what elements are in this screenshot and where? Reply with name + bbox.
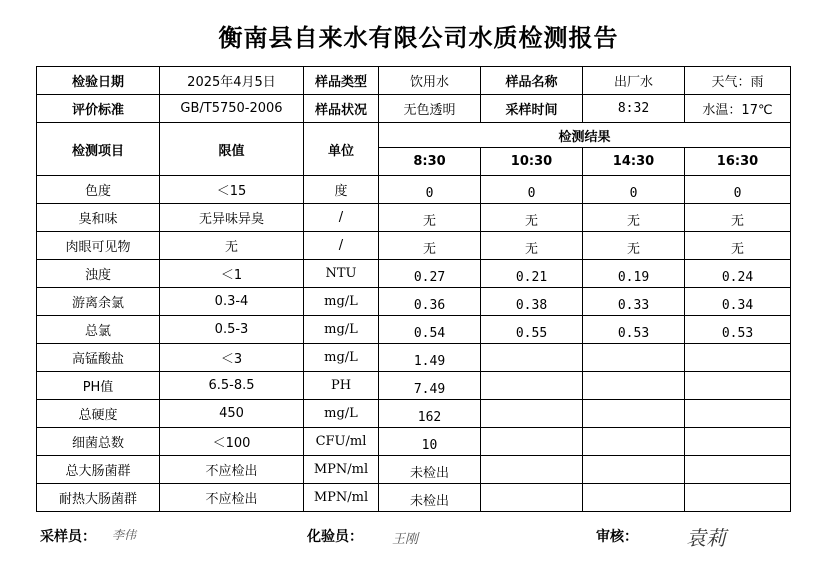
limit-cell bbox=[160, 232, 304, 260]
sampling-time-value: 8:32 bbox=[583, 95, 685, 123]
result-cell bbox=[481, 372, 583, 400]
result-cell bbox=[685, 316, 791, 344]
result-cell-text: 0.33 bbox=[617, 298, 650, 313]
item-cell bbox=[37, 456, 160, 484]
item-cell bbox=[37, 400, 160, 428]
sampling-time-label: 采样时间 bbox=[481, 95, 583, 123]
unit-cell bbox=[304, 344, 379, 372]
result-cell bbox=[379, 288, 481, 316]
result-cell bbox=[379, 484, 481, 512]
item-cell-text: 总氯 bbox=[84, 324, 111, 339]
limit-cell bbox=[160, 288, 304, 316]
unit-cell-text: 度 bbox=[334, 184, 348, 199]
result-cell-text: 7.49 bbox=[413, 382, 446, 397]
item-cell bbox=[37, 344, 160, 372]
limit-cell bbox=[160, 372, 304, 400]
limit-cell bbox=[160, 316, 304, 344]
result-cell bbox=[481, 456, 583, 484]
result-cell bbox=[379, 344, 481, 372]
tester-signature: 王刚 bbox=[392, 532, 419, 547]
unit-cell-text: mg/L bbox=[324, 350, 358, 365]
result-cell bbox=[481, 204, 583, 232]
item-cell bbox=[37, 428, 160, 456]
result-cell-text: 10 bbox=[421, 438, 438, 453]
unit-header: 单位 bbox=[304, 123, 379, 176]
limit-cell-text: 0.5-3 bbox=[214, 322, 249, 337]
standard-value: GB/T5750-2006 bbox=[160, 95, 304, 123]
limit-cell bbox=[160, 344, 304, 372]
result-cell bbox=[481, 428, 583, 456]
result-cell-text: 0.34 bbox=[721, 298, 754, 313]
unit-cell-text: NTU bbox=[325, 266, 357, 281]
result-cell bbox=[379, 372, 481, 400]
item-cell-text: 耐热大肠菌群 bbox=[58, 492, 137, 507]
sample-name-value: 出厂水 bbox=[583, 67, 685, 95]
limit-cell-text: ＜15 bbox=[216, 184, 247, 199]
result-cell bbox=[379, 232, 481, 260]
header-row-1 bbox=[37, 123, 791, 148]
result-cell bbox=[379, 456, 481, 484]
result-cell bbox=[583, 344, 685, 372]
result-cell bbox=[685, 288, 791, 316]
result-cell-text: 0 bbox=[527, 186, 536, 201]
result-cell bbox=[481, 400, 583, 428]
limit-cell bbox=[160, 260, 304, 288]
limit-cell bbox=[160, 428, 304, 456]
limit-cell-text: 6.5-8.5 bbox=[208, 378, 255, 393]
result-cell-text: 1.49 bbox=[413, 354, 446, 369]
result-cell-text: 0.24 bbox=[721, 270, 754, 285]
date-label: 检验日期 bbox=[37, 67, 160, 95]
result-cell-text: 0.19 bbox=[617, 270, 650, 285]
result-cell-text: 无 bbox=[422, 242, 436, 257]
reviewer-signature: 袁莉 bbox=[686, 526, 726, 550]
sample-state-label: 样品状况 bbox=[304, 95, 379, 123]
item-cell-text: 总硬度 bbox=[78, 408, 118, 423]
item-cell bbox=[37, 232, 160, 260]
result-cell-text: 无 bbox=[626, 214, 640, 229]
item-cell bbox=[37, 316, 160, 344]
table-row bbox=[37, 232, 791, 260]
result-cell-text: 0 bbox=[629, 186, 638, 201]
info-row-2 bbox=[37, 95, 791, 123]
limit-cell-text: 无 bbox=[224, 240, 238, 255]
result-cell-text: 0.53 bbox=[721, 326, 754, 341]
sample-name-label: 样品名称 bbox=[481, 67, 583, 95]
time-header: 8:30 bbox=[379, 148, 481, 176]
unit-cell bbox=[304, 260, 379, 288]
result-cell bbox=[481, 344, 583, 372]
result-cell bbox=[685, 428, 791, 456]
result-cell-text: 0.36 bbox=[413, 298, 446, 313]
item-cell-text: 高锰酸盐 bbox=[71, 352, 124, 367]
table-row bbox=[37, 176, 791, 204]
table-row bbox=[37, 428, 791, 456]
table-row bbox=[37, 400, 791, 428]
report-table bbox=[36, 66, 791, 512]
item-cell-text: 色度 bbox=[84, 184, 111, 199]
unit-cell bbox=[304, 316, 379, 344]
unit-cell bbox=[304, 400, 379, 428]
unit-cell-text: mg/L bbox=[324, 294, 358, 309]
sample-state-value: 无色透明 bbox=[379, 95, 481, 123]
item-cell-text: PH值 bbox=[82, 380, 114, 395]
table-row bbox=[37, 456, 791, 484]
result-cell bbox=[685, 484, 791, 512]
results-header: 检测结果 bbox=[379, 123, 791, 148]
limit-cell bbox=[160, 204, 304, 232]
unit-cell bbox=[304, 176, 379, 204]
unit-cell bbox=[304, 456, 379, 484]
unit-cell-text: mg/L bbox=[324, 406, 358, 421]
limit-cell-text: 0.3-4 bbox=[214, 294, 249, 309]
water-temp: 水温：17℃ bbox=[685, 95, 791, 123]
result-cell bbox=[379, 260, 481, 288]
result-cell bbox=[481, 232, 583, 260]
table-row bbox=[37, 344, 791, 372]
time-header: 16:30 bbox=[685, 148, 791, 176]
table-row bbox=[37, 484, 791, 512]
result-cell bbox=[685, 260, 791, 288]
result-cell-text: 0.38 bbox=[515, 298, 548, 313]
result-cell-text: 无 bbox=[730, 242, 744, 257]
result-cell bbox=[481, 288, 583, 316]
unit-cell bbox=[304, 232, 379, 260]
result-cell bbox=[583, 288, 685, 316]
result-cell bbox=[583, 484, 685, 512]
report-title: 衡南县自来水有限公司水质检测报告 bbox=[218, 23, 619, 52]
result-cell bbox=[379, 204, 481, 232]
result-cell bbox=[685, 372, 791, 400]
unit-cell-text: CFU/ml bbox=[315, 434, 367, 449]
sample-type-label: 样品类型 bbox=[304, 67, 379, 95]
item-cell bbox=[37, 260, 160, 288]
result-cell bbox=[685, 232, 791, 260]
sampler-signature: 李伟 bbox=[112, 528, 137, 542]
unit-cell bbox=[304, 484, 379, 512]
limit-cell-text: ＜100 bbox=[212, 436, 251, 451]
limit-cell bbox=[160, 484, 304, 512]
info-row-1 bbox=[37, 67, 791, 95]
unit-cell-text: / bbox=[338, 238, 344, 253]
result-cell bbox=[685, 344, 791, 372]
result-cell bbox=[481, 316, 583, 344]
table-row bbox=[37, 288, 791, 316]
item-cell bbox=[37, 288, 160, 316]
result-cell bbox=[583, 260, 685, 288]
result-cell-text: 无 bbox=[626, 242, 640, 257]
result-cell-text: 无 bbox=[730, 214, 744, 229]
limit-cell-text: 不应检出 bbox=[205, 464, 258, 479]
sample-type-value: 饮用水 bbox=[379, 67, 481, 95]
table-row bbox=[37, 372, 791, 400]
item-cell-text: 臭和味 bbox=[78, 212, 118, 227]
result-cell bbox=[583, 400, 685, 428]
time-header: 10:30 bbox=[481, 148, 583, 176]
tester-label: 化验员： bbox=[307, 529, 363, 545]
limit-cell-text: 无异味异臭 bbox=[198, 212, 264, 227]
limit-cell-text: ＜3 bbox=[220, 352, 243, 367]
result-cell bbox=[481, 176, 583, 204]
item-cell bbox=[37, 204, 160, 232]
result-cell bbox=[583, 176, 685, 204]
unit-cell bbox=[304, 288, 379, 316]
item-cell-text: 肉眼可见物 bbox=[65, 240, 131, 255]
result-cell bbox=[379, 316, 481, 344]
date-value: 2025年4月5日 bbox=[160, 67, 304, 95]
result-cell bbox=[685, 176, 791, 204]
result-cell bbox=[379, 176, 481, 204]
limit-cell-text: ＜1 bbox=[220, 268, 243, 283]
result-cell bbox=[583, 456, 685, 484]
data-rows bbox=[37, 176, 791, 512]
result-cell bbox=[379, 400, 481, 428]
result-cell-text: 0 bbox=[425, 186, 434, 201]
result-cell bbox=[685, 456, 791, 484]
sampler-label: 采样员： bbox=[40, 529, 96, 545]
result-cell-text: 无 bbox=[422, 214, 436, 229]
item-cell-text: 游离余氯 bbox=[71, 296, 124, 311]
time-header: 14:30 bbox=[583, 148, 685, 176]
result-cell bbox=[481, 260, 583, 288]
item-cell-text: 总大肠菌群 bbox=[65, 464, 131, 479]
limit-cell bbox=[160, 176, 304, 204]
limit-cell bbox=[160, 400, 304, 428]
result-cell-text: 0.27 bbox=[413, 270, 446, 285]
unit-cell-text: / bbox=[338, 210, 344, 225]
unit-cell-text: MPN/ml bbox=[313, 462, 369, 477]
result-cell-text: 0.21 bbox=[515, 270, 548, 285]
item-cell-text: 细菌总数 bbox=[71, 436, 124, 451]
result-cell-text: 无 bbox=[524, 214, 538, 229]
table-row bbox=[37, 316, 791, 344]
limit-cell-text: 450 bbox=[219, 406, 244, 421]
limit-cell bbox=[160, 456, 304, 484]
unit-cell-text: mg/L bbox=[324, 322, 358, 337]
weather: 天气：雨 bbox=[685, 67, 791, 95]
unit-cell bbox=[304, 372, 379, 400]
item-cell bbox=[37, 372, 160, 400]
unit-cell-text: MPN/ml bbox=[313, 490, 369, 505]
reviewer-label: 审核： bbox=[596, 529, 638, 545]
result-cell-text: 未检出 bbox=[409, 494, 449, 509]
limit-header: 限值 bbox=[160, 123, 304, 176]
result-cell-text: 无 bbox=[524, 242, 538, 257]
result-cell bbox=[481, 484, 583, 512]
result-cell bbox=[685, 204, 791, 232]
result-cell-text: 162 bbox=[417, 410, 442, 425]
result-cell bbox=[685, 400, 791, 428]
unit-cell bbox=[304, 428, 379, 456]
result-cell bbox=[379, 428, 481, 456]
unit-cell-text: PH bbox=[330, 378, 352, 393]
result-cell-text: 0.54 bbox=[413, 326, 446, 341]
result-cell-text: 0.55 bbox=[515, 326, 548, 341]
item-header: 检测项目 bbox=[37, 123, 160, 176]
unit-cell bbox=[304, 204, 379, 232]
result-cell-text: 未检出 bbox=[409, 466, 449, 481]
result-cell bbox=[583, 428, 685, 456]
standard-label: 评价标准 bbox=[37, 95, 160, 123]
item-cell bbox=[37, 484, 160, 512]
item-cell bbox=[37, 176, 160, 204]
table-row bbox=[37, 204, 791, 232]
result-cell bbox=[583, 232, 685, 260]
limit-cell-text: 不应检出 bbox=[205, 492, 258, 507]
result-cell bbox=[583, 372, 685, 400]
table-row bbox=[37, 260, 791, 288]
result-cell-text: 0 bbox=[733, 186, 742, 201]
item-cell-text: 浊度 bbox=[84, 268, 111, 283]
result-cell bbox=[583, 316, 685, 344]
result-cell bbox=[583, 204, 685, 232]
result-cell-text: 0.53 bbox=[617, 326, 650, 341]
